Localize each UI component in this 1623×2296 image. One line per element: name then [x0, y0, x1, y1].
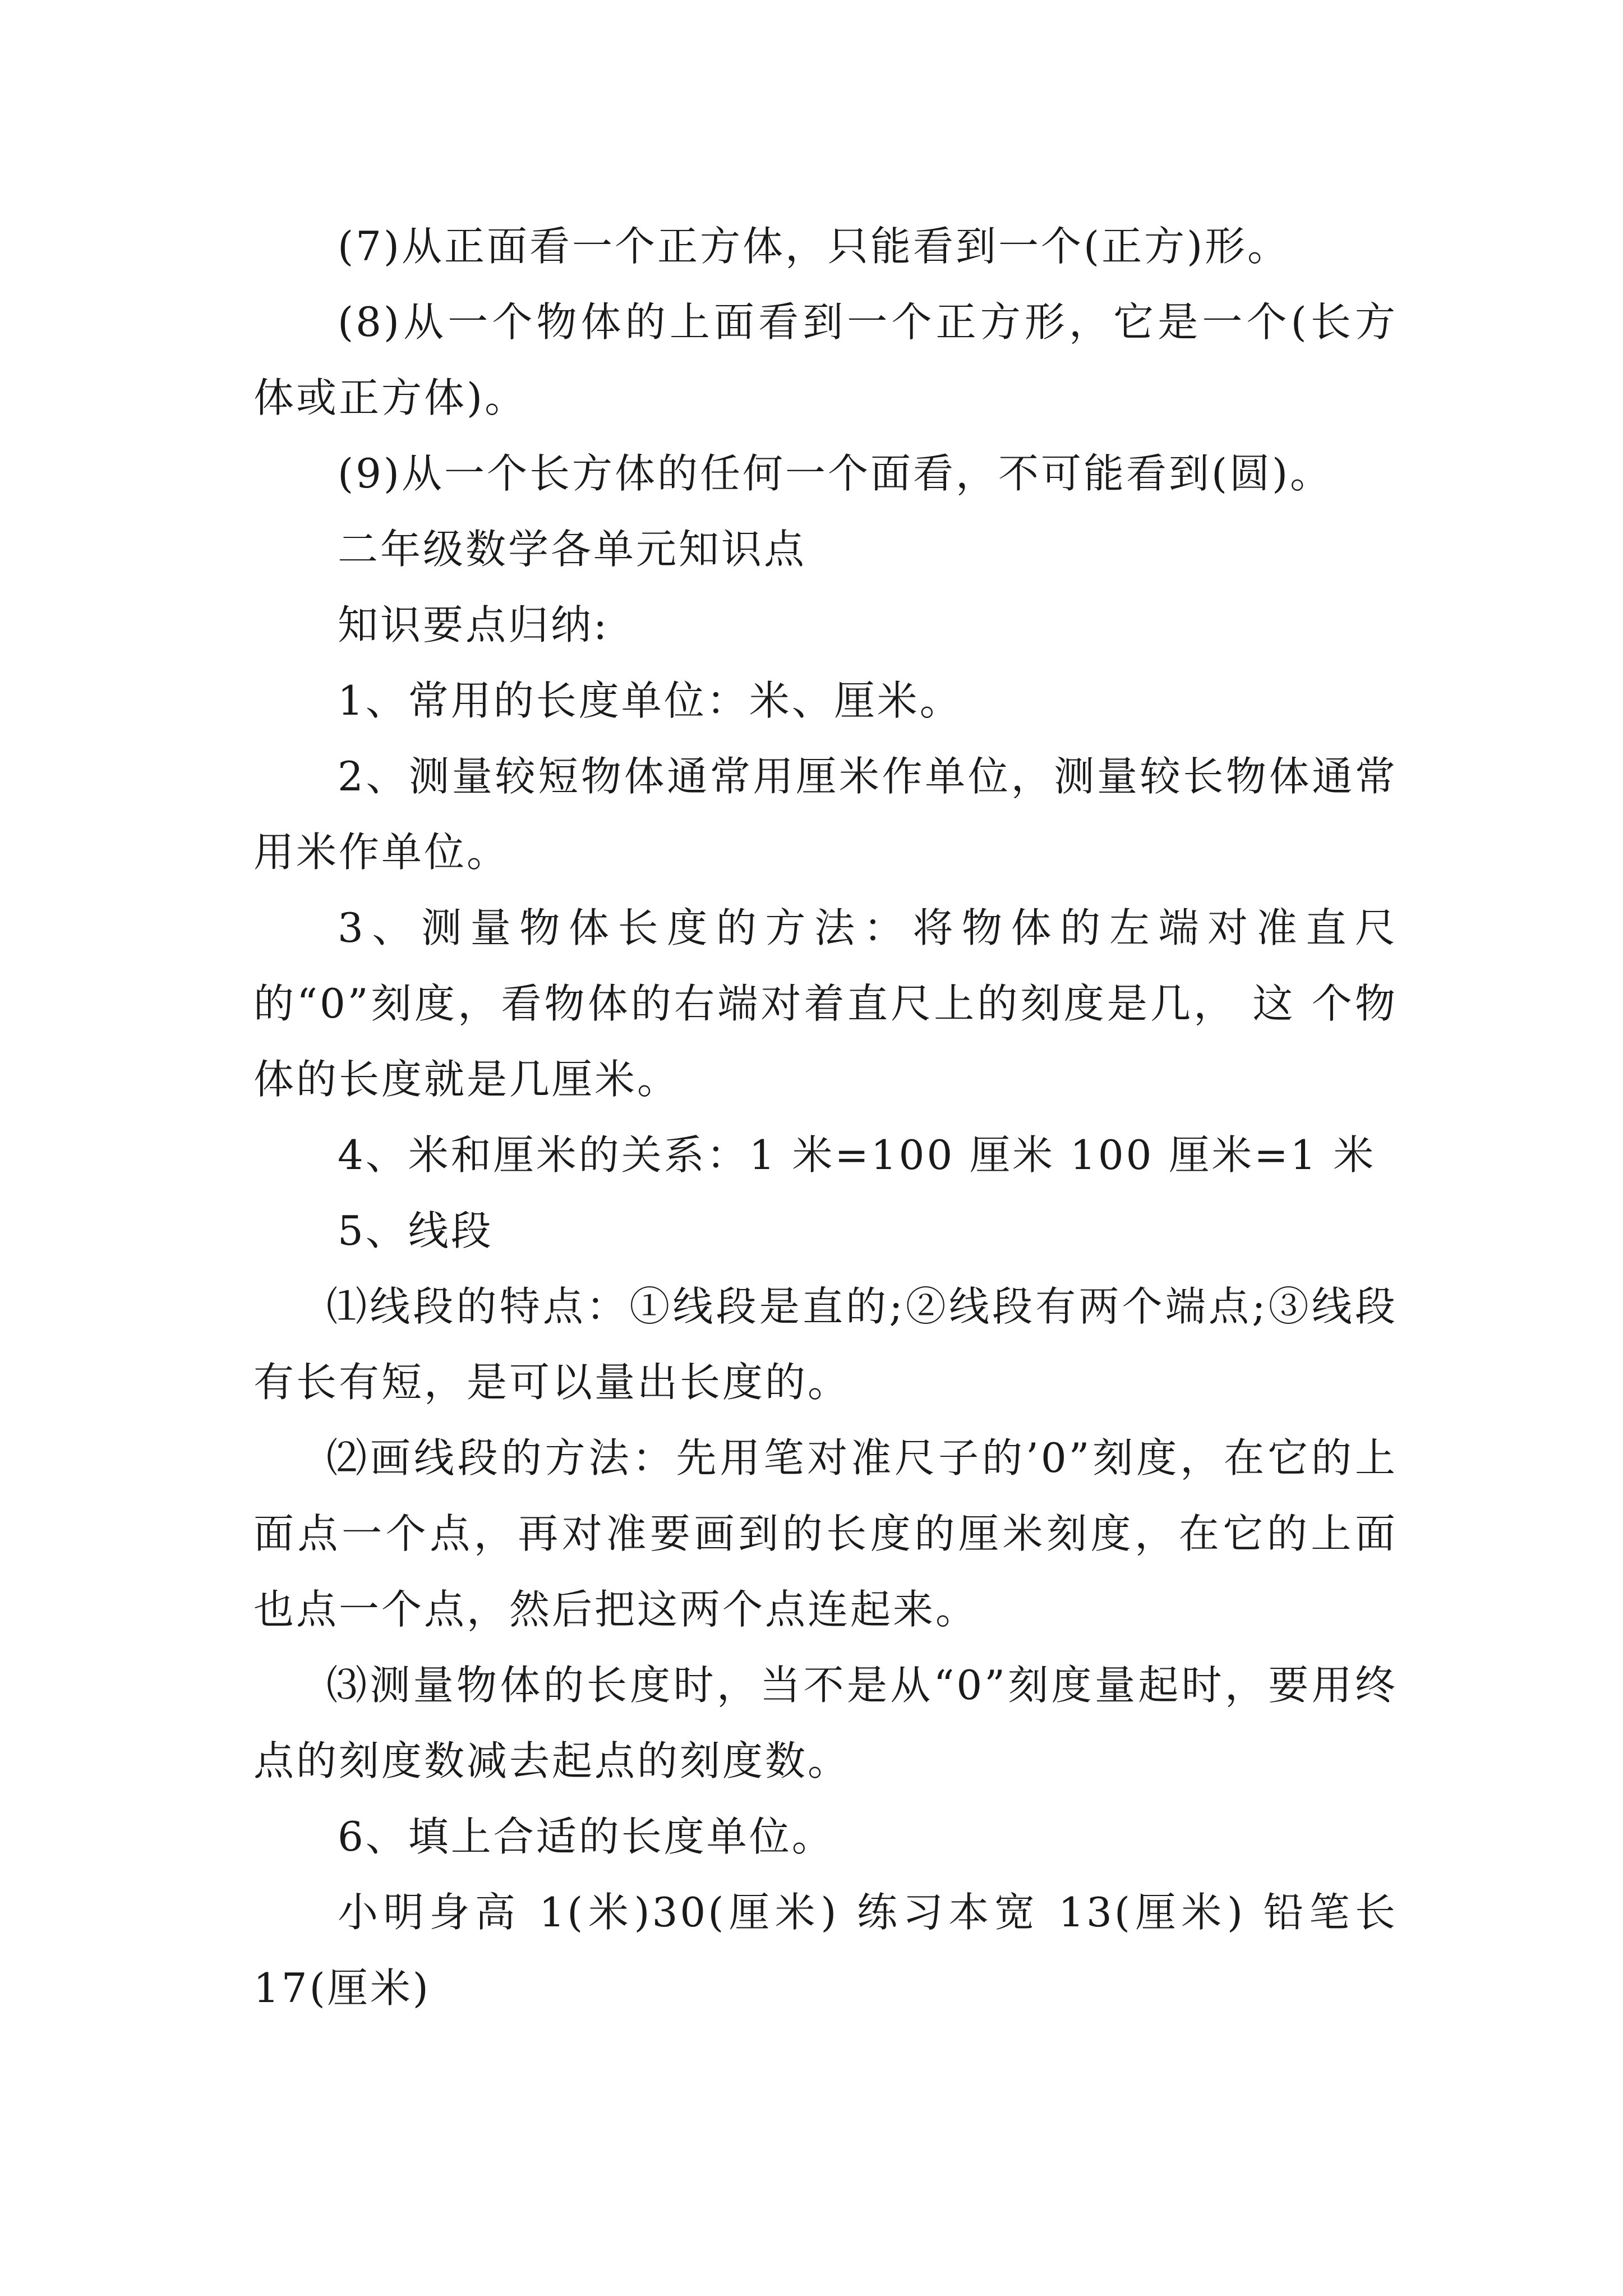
- list-item-meter-centimeter: 4、米和厘米的关系：1 米=100 厘米 100 厘米=1 米: [338, 1131, 1376, 1179]
- list-item-measuring-units: 2、测量较短物体通常用厘米作单位，测量较长物体通常用米作单位。: [253, 753, 1398, 876]
- sub-item-measure-offset: ⑶测量物体的长度时，当不是从“0”刻度量起时，要用终点的刻度数减去起点的刻度数。: [253, 1662, 1398, 1784]
- paragraph-example: 小明身高 1(米)30(厘米) 练习本宽 13(厘米) 铅笔长 17(厘米): [253, 1889, 1398, 2012]
- sub-item-segment-features: ⑴线段的特点：①线段是直的;②线段有两个端点;③线段有长有短，是可以量出长度的。: [253, 1283, 1398, 1406]
- section-heading: 二年级数学各单元知识点: [338, 526, 807, 573]
- document-body: [253, 209, 1398, 2026]
- paragraph-cube-front-view: (7)从正面看一个正方体，只能看到一个(正方)形。: [338, 223, 1290, 270]
- list-item-measuring-method: 3、测量物体长度的方法：将物体的左端对准直尺的“0”刻度，看物体的右端对着直尺上的刻度是几， 这 个物体的长度就是几厘米。: [253, 904, 1398, 1103]
- paragraph-top-view-square: (8)从一个物体的上面看到一个正方形，它是一个(长方体或正方体)。: [253, 298, 1398, 421]
- list-item-line-segment: 5、线段: [338, 1207, 494, 1254]
- sub-item-drawing-segment: ⑵画线段的方法：先用笔对准尺子的’0”刻度，在它的上面点一个点，再对准要画到的长度的厘米刻度，在它的上面也点一个点，然后把这两个点连起来。: [253, 1434, 1398, 1633]
- list-item-length-units: 1、常用的长度单位：米、厘米。: [338, 677, 962, 724]
- paragraph-cuboid-no-circle: (9)从一个长方体的任何一个面看，不可能看到(圆)。: [338, 450, 1333, 497]
- subheading-summary: 知识要点归纳:: [338, 601, 610, 648]
- list-item-fill-units: 6、填上合适的长度单位。: [338, 1813, 834, 1860]
